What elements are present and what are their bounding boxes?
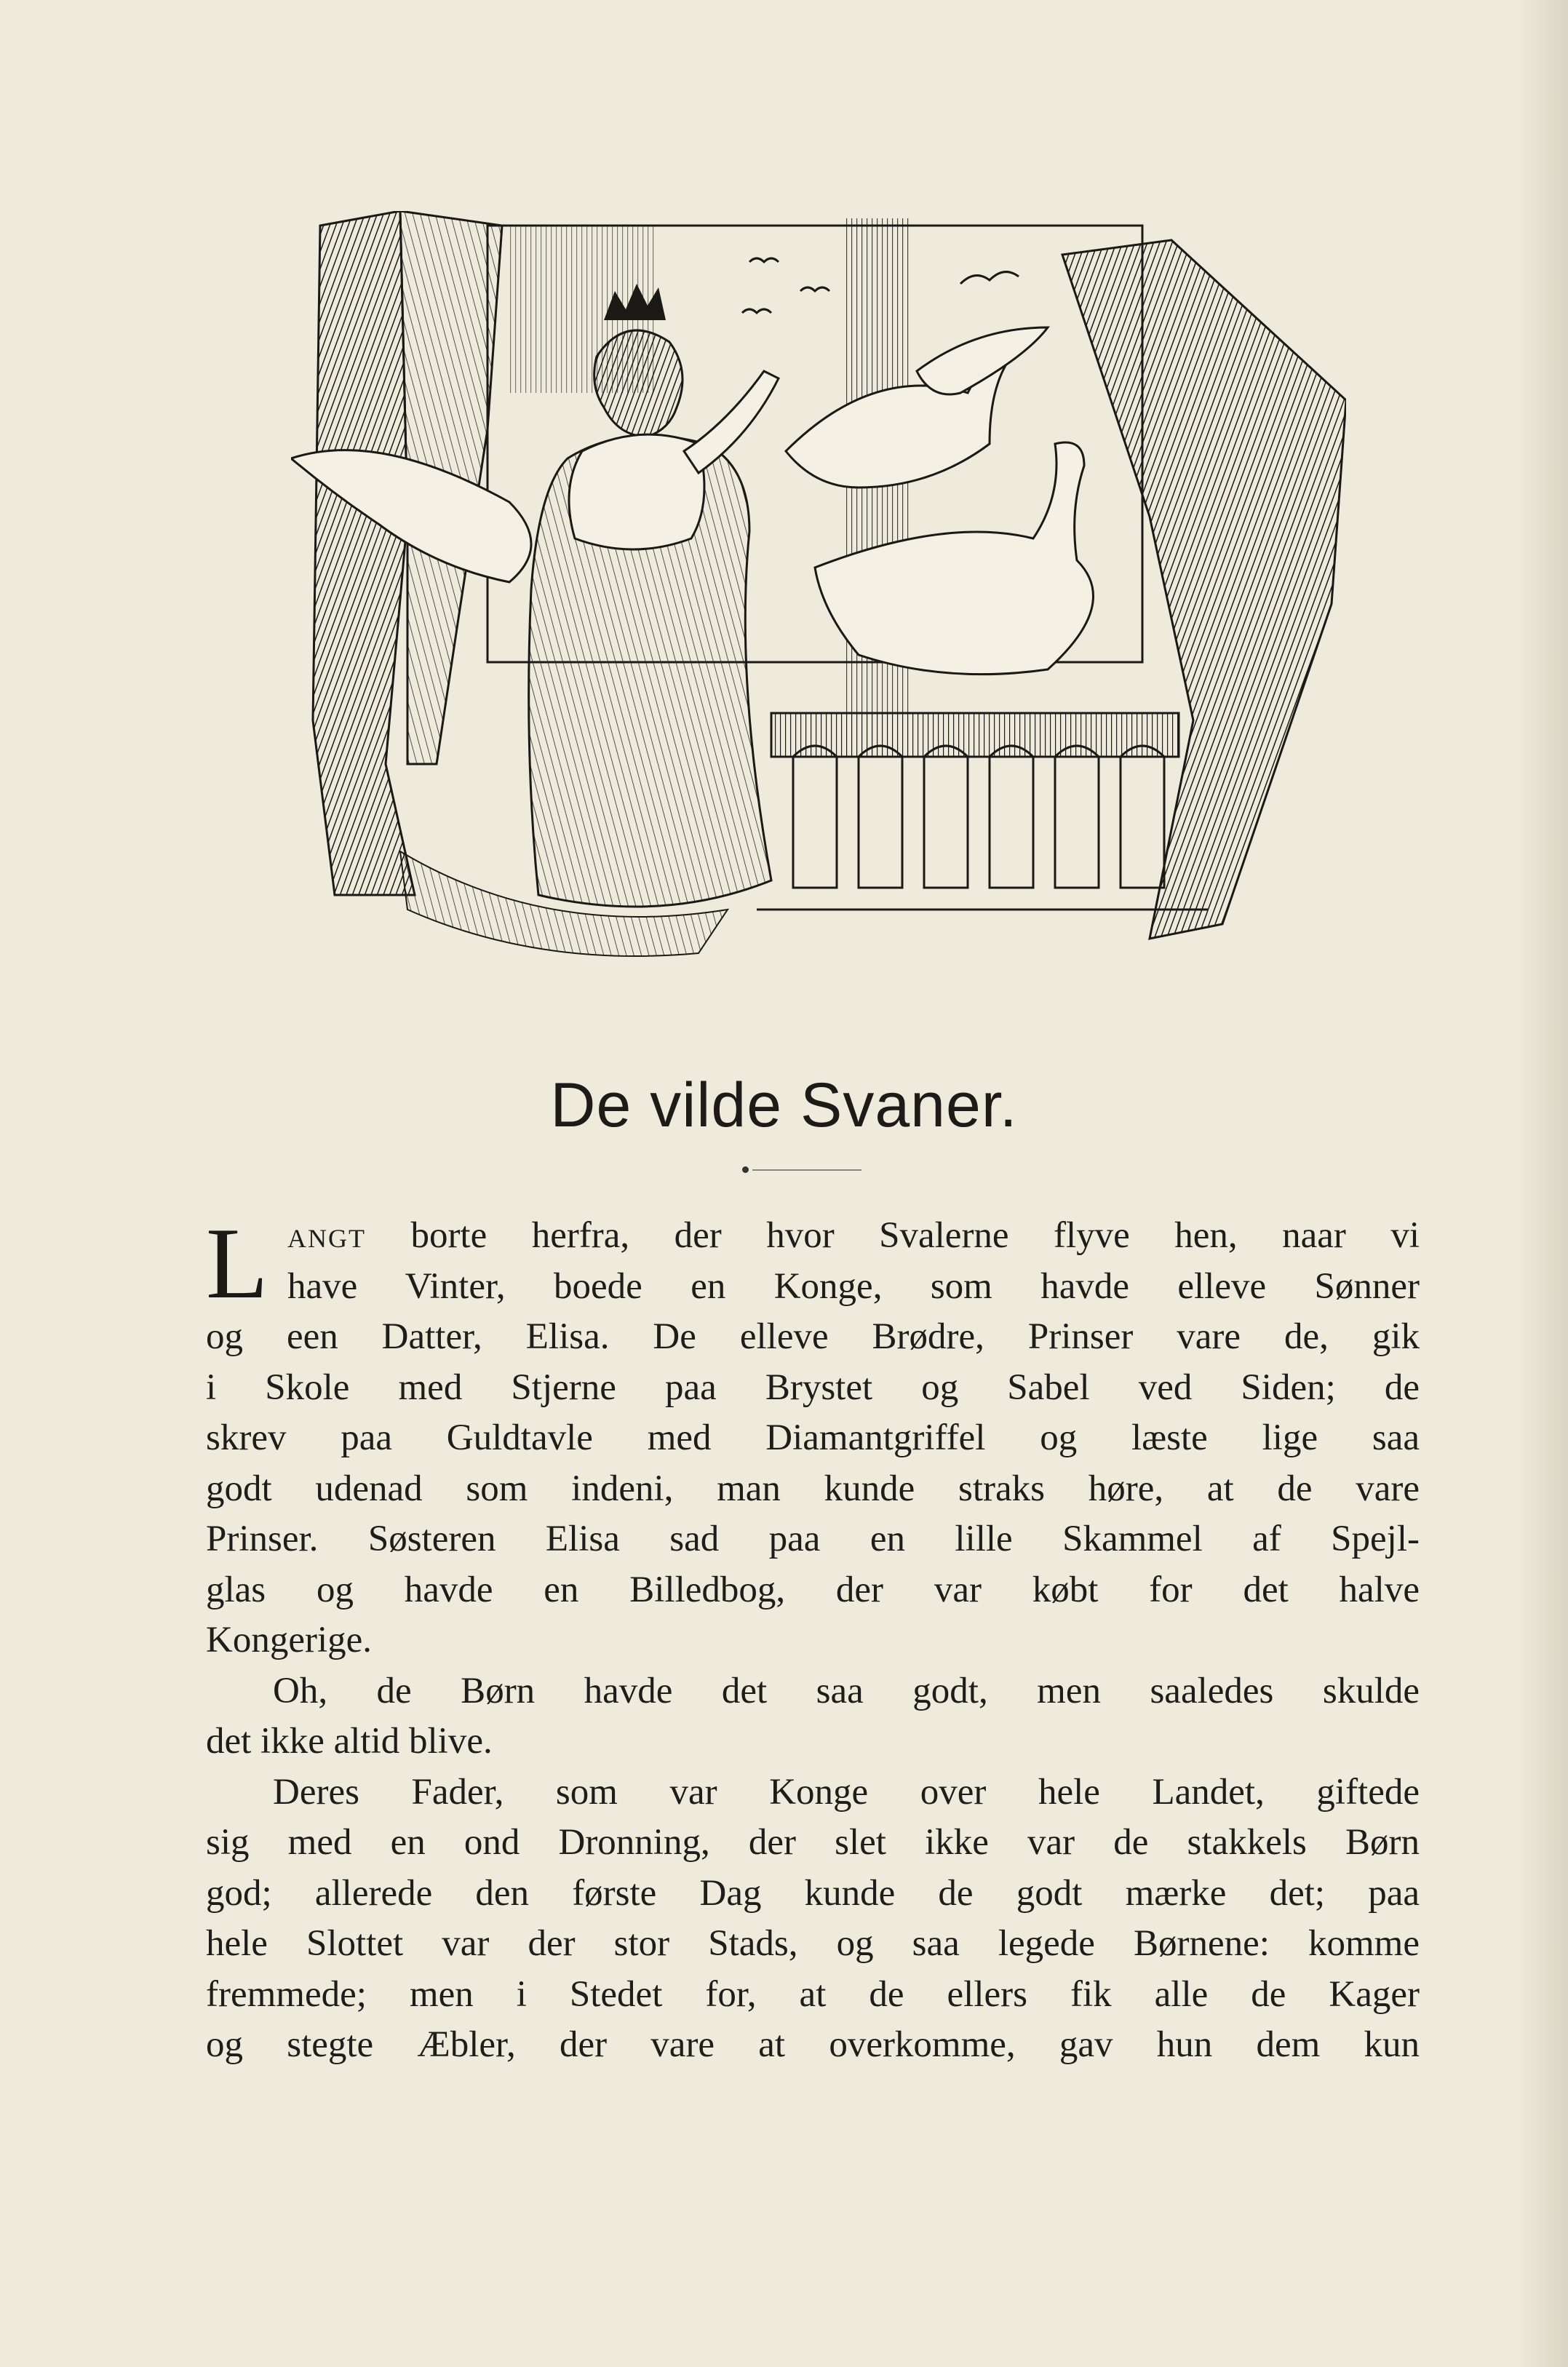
- text-line: Kongerige.: [206, 1620, 373, 1660]
- text-line: hele Slottet var der stor Stads, og saa legede Børnene: komme: [206, 1923, 1420, 1964]
- queen-with-swans-illustration: [291, 211, 1346, 968]
- ornament-rule: [752, 1169, 861, 1171]
- text-line: Oh, de Børn havde det saa godt, men saaledes skulde: [273, 1670, 1420, 1711]
- engraving-icon: [291, 211, 1346, 968]
- title-ornament: [742, 1166, 862, 1173]
- text-line: Prinser. Søsteren Elisa sad paa en lille Skammel af Spejl-: [206, 1519, 1420, 1559]
- text-line: og een Datter, Elisa. De elleve Brødre, Prinser vare de, gik: [206, 1316, 1420, 1357]
- text-line: fremmede; men i Stedet for, at de ellers fik alle de Kager: [206, 1973, 1420, 2015]
- text-line: god; allerede den første Dag kunde de godt mærke det; paa: [206, 1872, 1420, 1914]
- text-line: det ikke altid blive.: [206, 1721, 493, 1762]
- text-line: Deres Fader, som var Konge over hele Landet, giftede: [273, 1771, 1420, 1813]
- drop-cap: L: [206, 1207, 268, 1320]
- page-title: De vilde Svaner.: [550, 1070, 1018, 1140]
- story-text: [206, 1207, 1420, 2071]
- text-line: glas og havde en Billedbog, der var købt for det halve: [206, 1569, 1420, 1610]
- ornament-dot: [742, 1166, 749, 1173]
- text-line: skrev paa Guldtavle med Diamantgriffel og læste lige saa: [206, 1417, 1420, 1458]
- first-word-smallcaps: angt: [287, 1215, 366, 1256]
- text-line: angt borte herfra, der hvor Svalerne flyve hen, naar vi: [287, 1215, 1420, 1256]
- text-line: godt udenad som indeni, man kunde straks høre, at de vare: [206, 1468, 1420, 1509]
- text-line: og stegte Æbler, der vare at overkomme, gav hun dem kun: [206, 2024, 1420, 2065]
- text-line: sig med en ond Dronning, der slet ikke var de stakkels Børn: [206, 1822, 1420, 1863]
- page-edge-shadow: [1517, 0, 1568, 2367]
- text-line: have Vinter, boede en Konge, som havde elleve Sønner: [287, 1265, 1420, 1307]
- text-line: i Skole med Stjerne paa Brystet og Sabel ved Siden; de: [206, 1367, 1420, 1408]
